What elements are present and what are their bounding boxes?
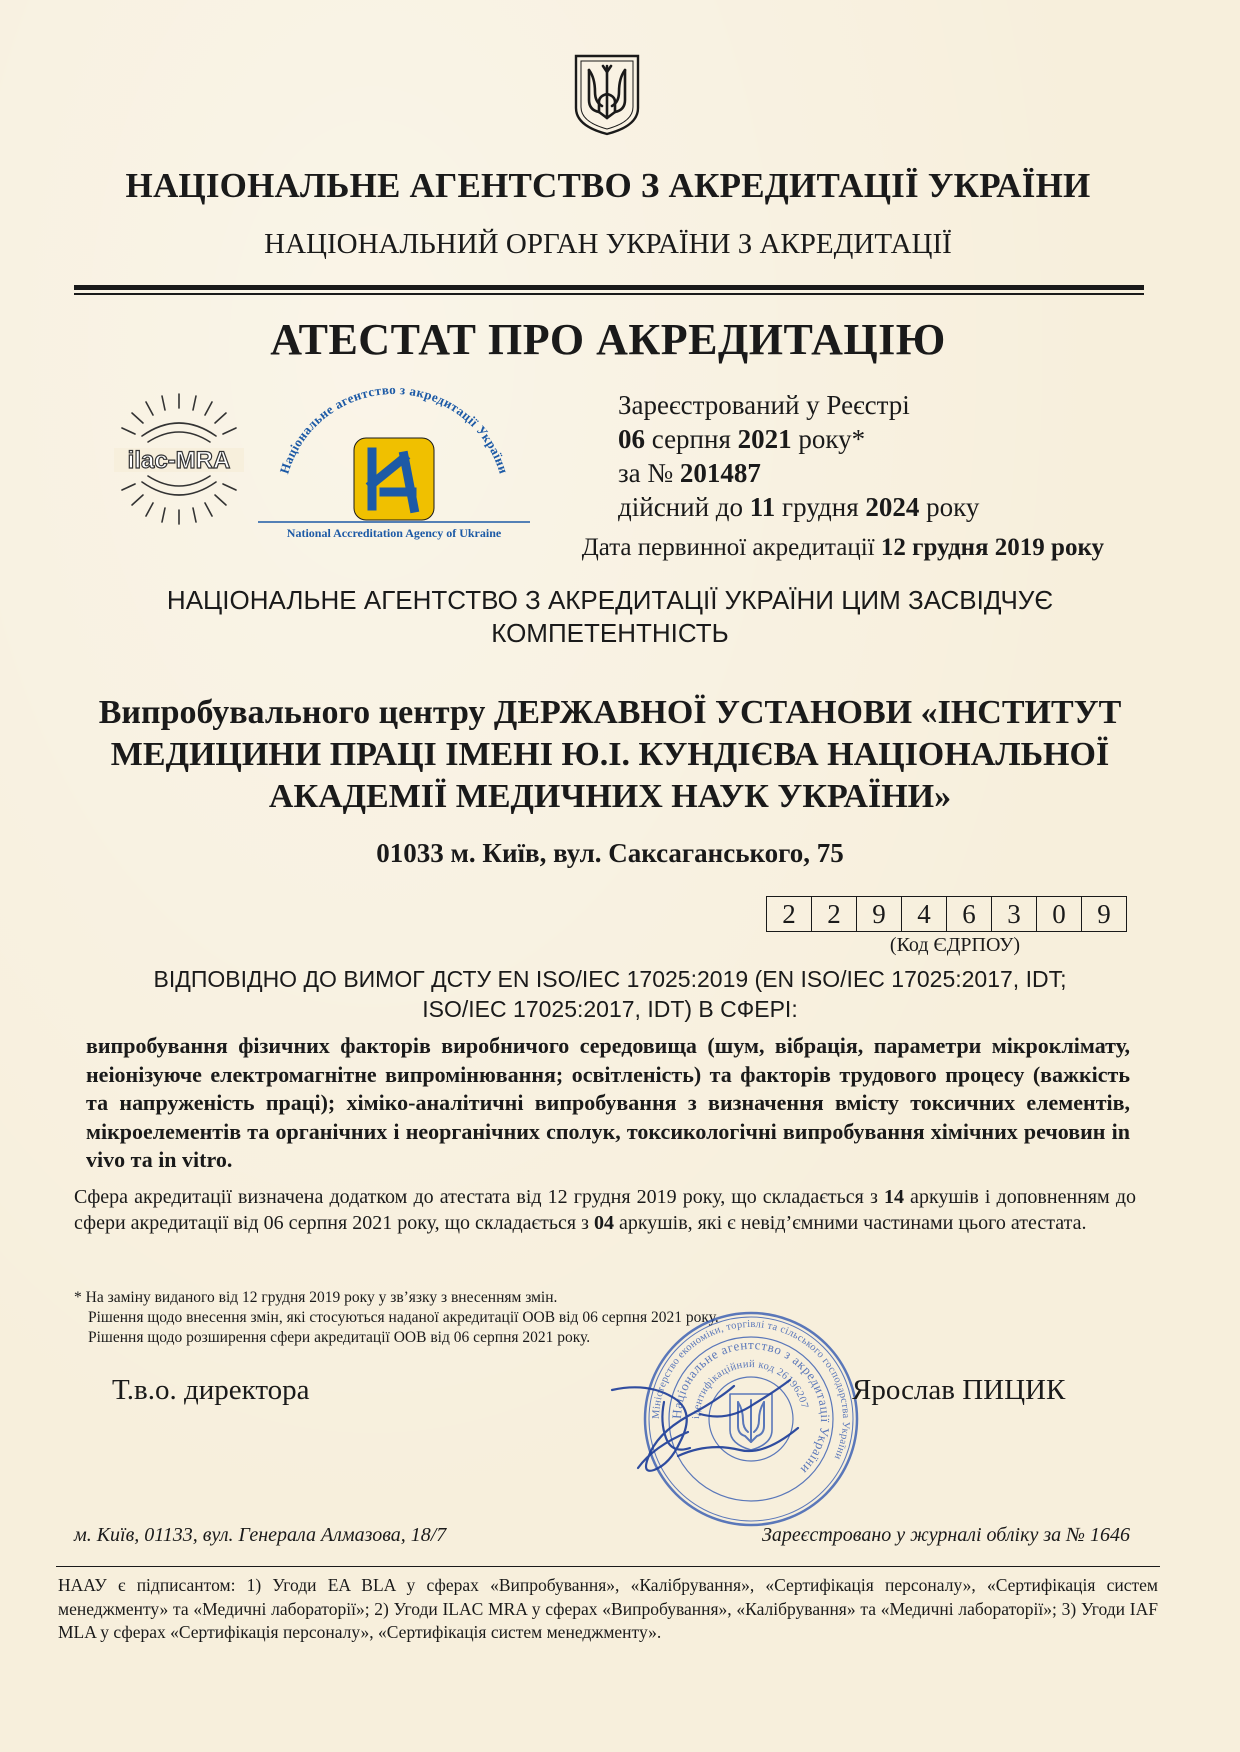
- edrpou-digit: 9: [857, 897, 902, 931]
- scope-note: Сфера акредитації визначена додатком до атестата від 12 грудня 2019 року, що складається з 14 аркушів і доповненням до сфери акредитації від 06 серпня 2021 року, що складається з 04 аркушів, які є невід’ємними частинами цього атестата.: [74, 1186, 1136, 1234]
- organization-address: 01033 м. Київ, вул. Саксаганського, 75: [376, 838, 844, 868]
- stamp-outer-text: Міністерство економіки, торгівлі та сільського господарства України: [650, 1318, 852, 1462]
- signatory-title: Т.в.о. директора: [112, 1374, 310, 1406]
- footer-signatory-note: НААУ є підписантом: 1) Угоди EA BLA у сферах «Випробування», «Калібрування», «Сертифікація персоналу», «Сертифікація систем менеджменту» та «Медичні лабораторії»; 2) Угоди ILAC MRA у сферах «Випробування», «Калібрування» та «Медичні лабораторії»; 3) Угоди IAF MLA у сферах «Сертифікація персоналу», «Сертифікація систем менеджменту».: [58, 1575, 1158, 1642]
- edrpou-digit: 2: [812, 897, 857, 931]
- standard-requirements: ВІДПОВІДНО ДО ВИМОГ ДСТУ EN ISO/IEC 17025:2019 (EN ISO/IEC 17025:2017, IDT; ISO/IEC 17025:2017, IDT) В СФЕРІ:: [153, 966, 1067, 1022]
- stamp-inner-text: Національне агентство з акредитації України: [668, 1336, 834, 1478]
- certification-statement: [80, 584, 1140, 650]
- naau-arc-text: Національне агентство з акредитації України: [276, 384, 512, 476]
- edrpou-label: (Код ЄДРПОУ): [889, 934, 1021, 956]
- agency-subtitle: НАЦІОНАЛЬНИЙ ОРГАН УКРАЇНИ З АКРЕДИТАЦІЇ: [264, 228, 952, 260]
- agency-title: НАЦІОНАЛЬНЕ АГЕНТСТВО З АКРЕДИТАЦІЇ УКРАЇНИ: [125, 166, 1091, 205]
- footnote-line-1: * На заміну виданого від 12 грудня 2019 року у зв’язку з внесенням змін.: [74, 1289, 558, 1306]
- footnote-line-3: Рішення щодо розширення сфери акредитації ООВ від 06 серпня 2021 року.: [88, 1329, 591, 1346]
- first-accreditation-date: Дата первинної акредитації 12 грудня 2019 року: [581, 534, 1104, 561]
- footer-divider: [56, 1566, 1160, 1567]
- edrpou-digit: 0: [1037, 897, 1082, 931]
- edrpou-digit: 9: [1097, 899, 1111, 929]
- edrpou-digit: 4: [902, 897, 947, 931]
- certification-line-2: КОМПЕТЕНТНІСТЬ: [491, 618, 729, 648]
- edrpou-digit: 3: [992, 897, 1037, 931]
- certification-line-1: НАЦІОНАЛЬНЕ АГЕНТСТВО З АКРЕДИТАЦІЇ УКРАЇНИ ЦИМ ЗАСВІДЧУЄ: [166, 585, 1054, 615]
- registration-number: за № 201487: [618, 458, 761, 488]
- registration-date: 06 серпня 2021 року*: [618, 424, 866, 454]
- header-divider-thin: [74, 293, 1144, 295]
- naau-logo: [258, 384, 530, 540]
- journal-registration: Зареєстровано у журналі обліку за № 1646: [761, 1524, 1130, 1546]
- signatory-name: Ярослав ПИЦИК: [852, 1374, 1066, 1406]
- valid-until: дійсний до 11 грудня 2024 року: [618, 492, 980, 522]
- naau-caption: National Accreditation Agency of Ukraine: [286, 526, 502, 540]
- registry-line: Зареєстрований у Реєстрі: [618, 390, 910, 420]
- edrpou-digit: 6: [947, 897, 992, 931]
- trident-emblem-icon: [572, 52, 642, 136]
- ilac-mra-logo: [108, 388, 250, 530]
- footnote-line-2: Рішення щодо внесення змін, які стосуються наданої акредитації ООВ від 06 серпня 2021 року.: [88, 1309, 719, 1326]
- accreditation-scope: випробування фізичних факторів виробничого середовища (шум, вібрація, параметри мікроклімату, неіонізуюче електромагнітне випромінювання; освітленість) та факторів трудового процесу (важкість та напруженість праці); хіміко-аналітичні випробування з визначення вмісту токсичних елементів, мікроелементів та органічних і неорганічних сполук, токсикологічні випробування хімічних речовин in vivo та in vitro.: [86, 1033, 1130, 1172]
- edrpou-digit: 2: [767, 897, 812, 931]
- ilac-mra-text: ilac-MRA: [127, 447, 231, 474]
- registration-block: [618, 388, 979, 524]
- document-title: АТЕСТАТ ПРО АКРЕДИТАЦІЮ: [270, 315, 946, 364]
- organization-name: Випробувального центру ДЕРЖАВНОЇ УСТАНОВИ «ІНСТИТУТ МЕДИЦИНИ ПРАЦІ ІМЕНІ Ю.І. КУНДІЄВА НАЦІОНАЛЬНОЇ АКАДЕМІЇ МЕДИЧНИХ НАУК УКРАЇНИ»: [98, 694, 1122, 815]
- stamp-code-text: ідентифікаційний код 26196207: [690, 1358, 810, 1420]
- header-divider-thick: [74, 285, 1144, 290]
- edrpou-code-boxes: [766, 896, 1127, 932]
- issue-place: м. Київ, 01133, вул. Генерала Алмазова, 18/7: [74, 1524, 447, 1546]
